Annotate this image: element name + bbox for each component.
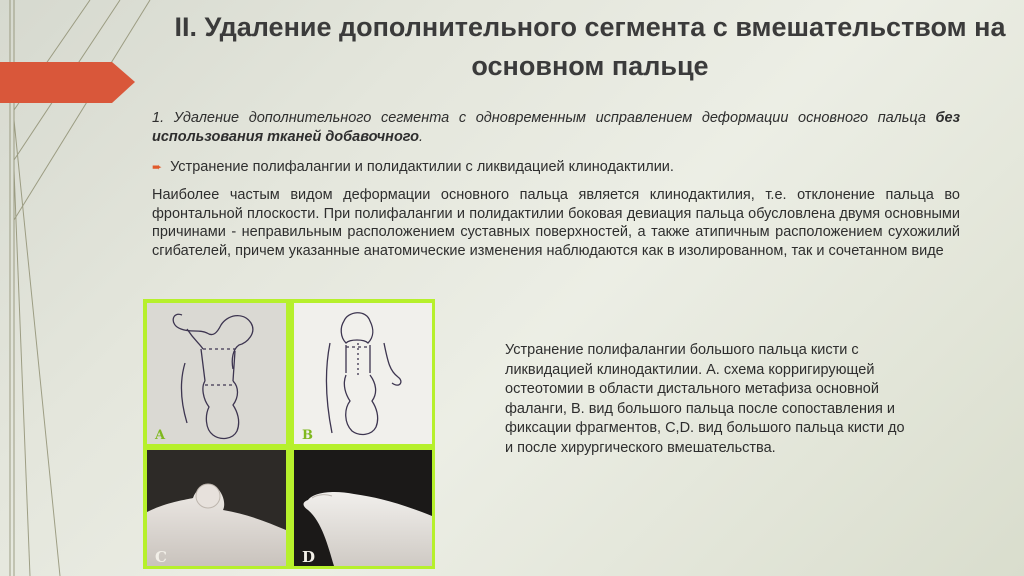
point-1-bold-text: без использования тканей добавочного: [152, 110, 960, 145]
slide-title: II. Удаление дополнительного сегмента с вмешательством на основном пальце: [174, 12, 1006, 81]
svg-text:A: A: [155, 428, 166, 441]
svg-text:D: D: [302, 548, 316, 564]
panel-d-photo-after: [294, 450, 432, 566]
accent-arrow-shape: [0, 62, 135, 103]
panel-d-label-shape: [300, 548, 324, 564]
panel-a-schematic: [147, 303, 286, 444]
panel-b-schematic: [294, 303, 432, 444]
thumb-schema-a-drawing: [147, 303, 286, 444]
thumb-schema-b-drawing: [294, 303, 432, 444]
bullet-text: Устранение полифалангии и полидактилии с ликвидацией клинодактилии.: [170, 159, 674, 175]
figure-grid: [143, 299, 435, 569]
point-1-text: 1. Удаление дополнительного сегмента с одновременным исправлением деформации основного пальца: [152, 110, 936, 126]
decorative-lines: [0, 0, 163, 576]
bullet-item: [152, 158, 960, 177]
figure-caption: Устранение полифалангии большого пальца кисти с ликвидацией клинодактилии. А. схема корригирующей остеотомии в области дистального метафиза основной фаланги, В. вид большого пальца после сопоставления и фиксации фрагментов, С,D. вид большого пальца кисти до и после хирургического вмешательства.: [505, 342, 905, 456]
panel-c-label-shape: [153, 548, 177, 564]
panel-c-photo-before: [147, 450, 286, 566]
svg-text:B: B: [302, 428, 313, 441]
svg-text:C: C: [155, 548, 167, 564]
panel-b-label-shape: [300, 427, 320, 441]
point-1: [152, 109, 960, 147]
arrow-right-icon: ➨: [152, 160, 163, 174]
point-1-end: .: [419, 129, 424, 145]
panel-a-label-shape: [153, 427, 173, 441]
body-paragraph: Наиболее частым видом деформации основного пальца является клинодактилия, т.е. отклонение пальца во фронтальной плоскости. При полифалангии и полидактилии боковая девиация пальца обусловлена двумя основными причинами - неправильным расположением суставных поверхностей, а также атипичным расположением сухожилий сгибателей, причем указанные анатомические изменения наблюдаются как в изолированном, так и сочетанном виде: [152, 187, 960, 259]
